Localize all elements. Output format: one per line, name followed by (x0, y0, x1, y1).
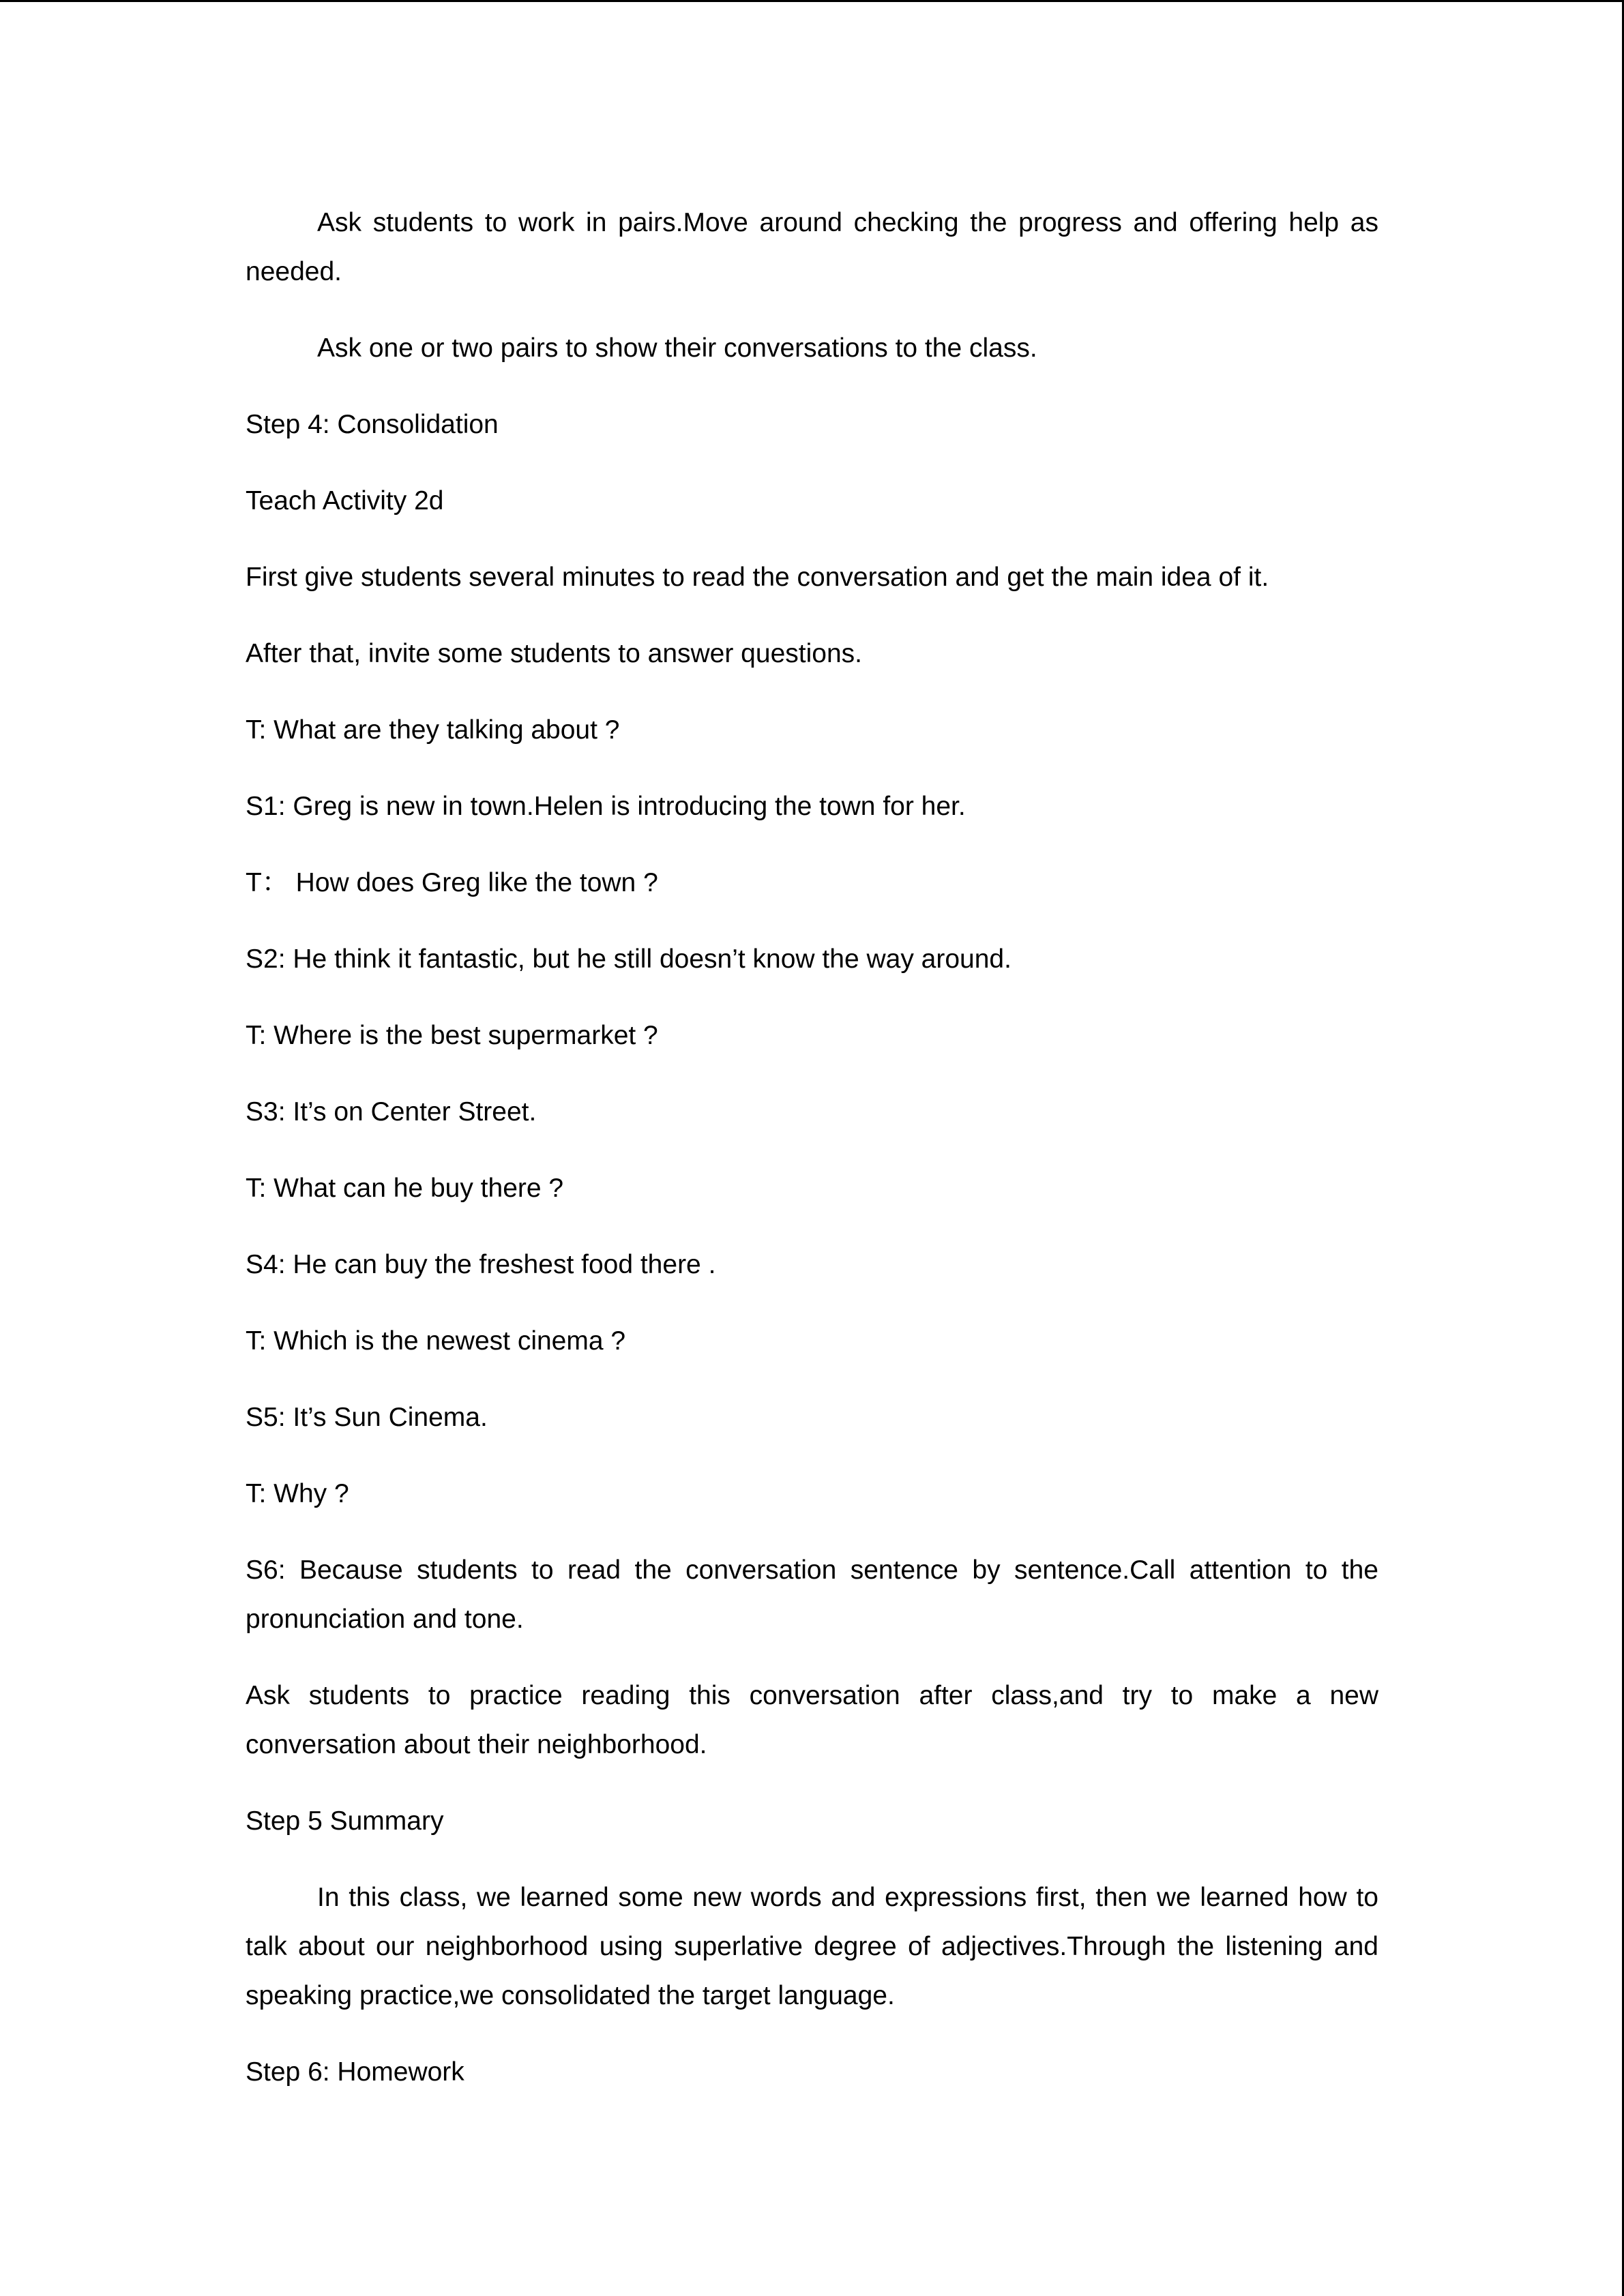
dialogue-line: T: What can he buy there ? (246, 1174, 564, 1203)
dialogue-line: S3: It’s on Center Street. (246, 1097, 537, 1127)
dialogue-line: S5: It’s Sun Cinema. (246, 1403, 488, 1432)
dialogue-line: T: Where is the best supermarket ? (246, 1021, 658, 1050)
dialogue-line: T: Why ? (246, 1479, 349, 1508)
heading-teach-activity: Teach Activity 2d (246, 486, 444, 516)
paragraph-answer-questions: After that, invite some students to answer questions. (246, 639, 862, 668)
paragraph-read-conversation: First give students several minutes to read the conversation and get the main idea of it. (246, 563, 1269, 592)
dialogue-line: T: Which is the newest cinema ? (246, 1326, 626, 1356)
document-body (246, 198, 1378, 2124)
dialogue-line: S4: He can buy the freshest food there . (246, 1250, 716, 1279)
paragraph-show-conversations: Ask one or two pairs to show their conversations to the class. (317, 333, 1037, 363)
dialogue-line: S1: Greg is new in town.Helen is introducing the town for her. (246, 792, 966, 821)
paragraph-pair-work: Ask students to work in pairs.Move around checking the progress and offering help as needed. (246, 208, 1378, 286)
heading-step-6: Step 6: Homework (246, 2057, 464, 2087)
paragraph-practice-reading: Ask students to practice reading this conversation after class,and try to make a new conversation about their neighborhood. (246, 1681, 1378, 1759)
dialogue-line: S6: Because students to read the conversation sentence by sentence.Call attention to the pronunciation and tone. (246, 1555, 1378, 1634)
dialogue-line: S2: He think it fantastic, but he still doesn’t know the way around. (246, 944, 1012, 974)
heading-step-5: Step 5 Summary (246, 1806, 444, 1836)
paragraph-summary: In this class, we learned some new words and expressions first, then we learned how to talk about our neighborhood using superlative degree of adjectives.Through the listening and speaking practice,we consolidated the target language. (246, 1883, 1378, 2010)
dialogue-line: T： How does Greg like the town ? (246, 868, 658, 897)
dialogue-line: T: What are they talking about ? (246, 715, 620, 745)
heading-step-4: Step 4: Consolidation (246, 410, 499, 439)
